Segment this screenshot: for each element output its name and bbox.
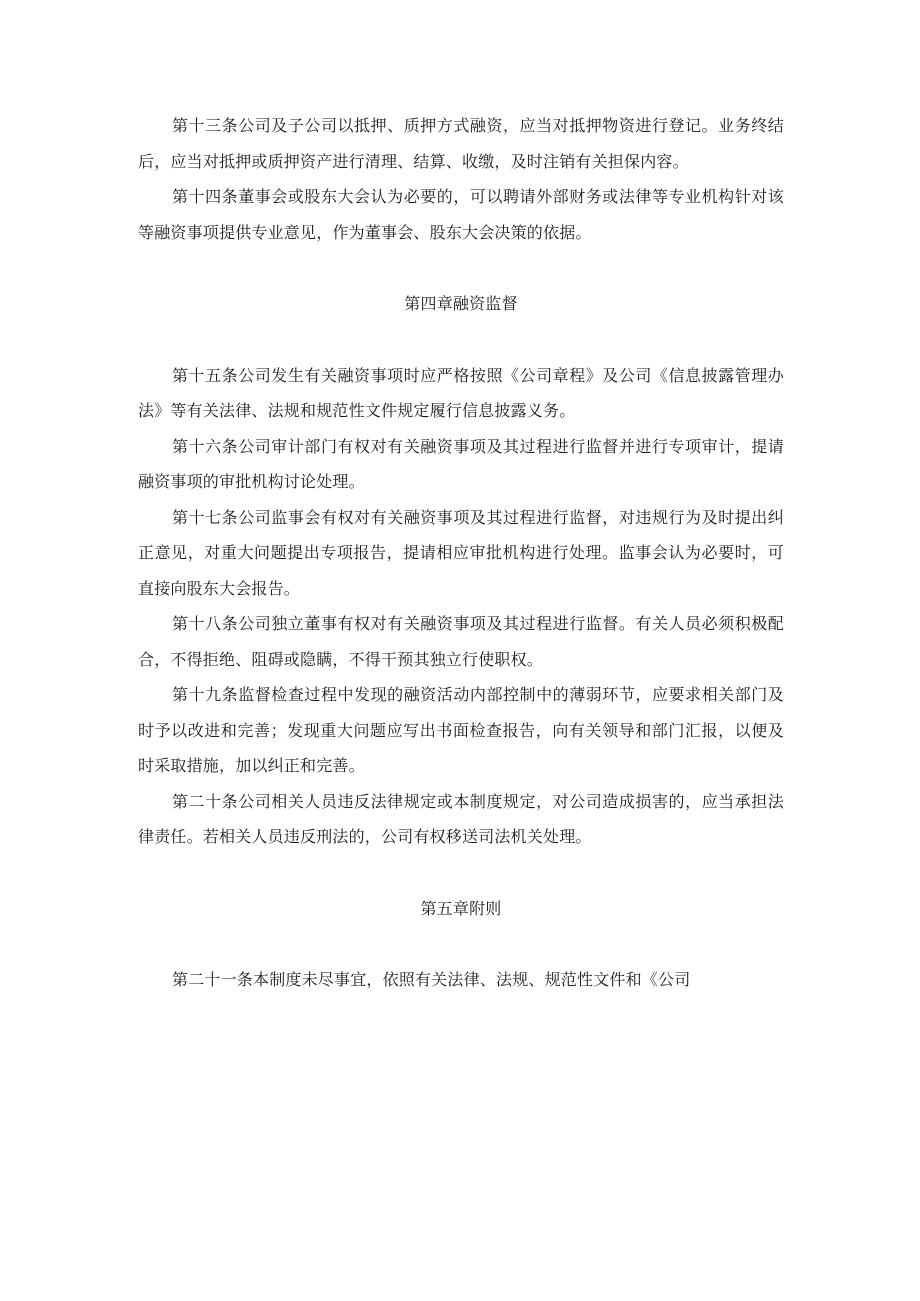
spacer — [138, 926, 784, 962]
article-18: 第十八条公司独立董事有权对有关融资事项及其过程进行监督。有关人员必须积极配合，不得拒绝、阻碍或隐瞒，不得干预其独立行使职权。 — [138, 614, 784, 669]
article-13: 第十三条公司及子公司以抵押、质押方式融资，应当对抵押物资进行登记。业务终结后，应当对抵押或质押资产进行清理、结算、收缴，及时注销有关担保内容。 — [138, 116, 784, 171]
spacer — [138, 322, 784, 358]
document-body — [138, 108, 784, 998]
article-16: 第十六条公司审计部门有权对有关融资事项及其过程进行监督并进行专项审计，提请融资事项的审批机构讨论处理。 — [138, 436, 784, 491]
chapter-4-heading: 第四章融资监督 — [404, 294, 518, 313]
chapter-5-heading: 第五章附则 — [420, 898, 502, 918]
spacer — [138, 250, 784, 286]
article-14: 第十四条董事会或股东大会认为必要的，可以聘请外部财务或法律等专业机构针对该等融资事项提供专业意见，作为董事会、股东大会决策的依据。 — [138, 187, 784, 242]
article-21: 第二十一条本制度未尽事宜，依照有关法律、法规、规范性文件和《公司 — [172, 970, 691, 989]
article-15: 第十五条公司发生有关融资事项时应严格按照《公司章程》及公司《信息披露管理办法》等有关法律、法规和规范性文件规定履行信息披露义务。 — [138, 365, 784, 420]
article-20: 第二十条公司相关人员违反法律规定或本制度规定，对公司造成损害的，应当承担法律责任。若相关人员违反刑法的，公司有权移送司法机关处理。 — [138, 791, 784, 846]
article-19: 第十九条监督检查过程中发现的融资活动内部控制中的薄弱环节，应要求相关部门及时予以改进和完善；发现重大问题应写出书面检查报告，向有关领导和部门汇报，以便及时采取措施，加以纠正和完善。 — [138, 685, 784, 775]
article-17: 第十七条公司监事会有权对有关融资事项及其过程进行监督，对违规行为及时提出纠正意见，对重大问题提出专项报告，提请相应审批机构进行处理。监事会认为必要时，可直接向股东大会报告。 — [138, 507, 784, 598]
spacer — [138, 855, 784, 891]
